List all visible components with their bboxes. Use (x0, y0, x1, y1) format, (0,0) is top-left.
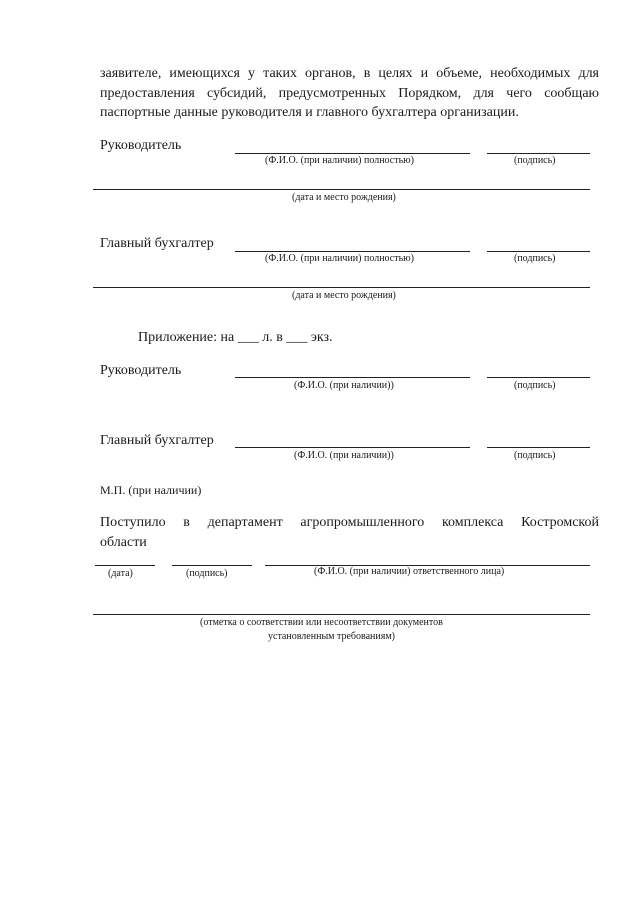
compliance-note-line[interactable] (93, 614, 590, 615)
signature-caption: (подпись) (186, 568, 228, 579)
signature-caption: (подпись) (514, 253, 556, 264)
director-signature-line[interactable] (487, 153, 590, 154)
accountant-label: Главный бухгалтер (100, 433, 214, 448)
received-signature-line[interactable] (172, 565, 252, 566)
stamp-label: М.П. (при наличии) (100, 483, 202, 497)
compliance-note-caption: установленным требованиям) (268, 631, 395, 642)
intro-line: заявителе, имеющихся у таких органов, в целях и объеме, необходимых для (100, 66, 599, 81)
accountant-fio-line[interactable] (235, 251, 470, 252)
received-line: Поступило в департамент агропромышленного комплекса Костромской (100, 515, 599, 530)
fio-full-caption: (Ф.И.О. (при наличии) полностью) (265, 155, 414, 166)
compliance-note-caption: (отметка о соответствии или несоответствии документов (200, 617, 443, 628)
signature-caption: (подпись) (514, 450, 556, 461)
director-fio-line[interactable] (235, 153, 470, 154)
intro-paragraph (100, 64, 599, 123)
accountant-signature-line[interactable] (487, 251, 590, 252)
received-date-line[interactable] (95, 565, 155, 566)
director-birth-line[interactable] (93, 189, 590, 190)
director-fio-line[interactable] (235, 377, 470, 378)
accountant-fio-line[interactable] (235, 447, 470, 448)
fio-caption: (Ф.И.О. (при наличии)) (294, 450, 394, 461)
intro-line: паспортные данные руководителя и главного бухгалтера организации. (100, 105, 519, 120)
fio-full-caption: (Ф.И.О. (при наличии) полностью) (265, 253, 414, 264)
received-paragraph (100, 513, 599, 552)
signature-caption: (подпись) (514, 380, 556, 391)
attachment-text: Приложение: на ___ л. в ___ экз. (138, 330, 333, 345)
accountant-label: Главный бухгалтер (100, 236, 214, 251)
intro-line: предоставления субсидий, предусмотренных Порядком, для чего сообщаю (100, 85, 599, 101)
director-label: Руководитель (100, 363, 182, 378)
date-caption: (дата) (108, 568, 133, 579)
accountant-birth-line[interactable] (93, 287, 590, 288)
director-signature-line[interactable] (487, 377, 590, 378)
director-label: Руководитель (100, 138, 182, 153)
responsible-caption: (Ф.И.О. (при наличии) ответственного лица) (314, 566, 505, 577)
signature-caption: (подпись) (514, 155, 556, 166)
birth-caption: (дата и место рождения) (292, 192, 396, 203)
received-line: области (100, 534, 147, 550)
fio-caption: (Ф.И.О. (при наличии)) (294, 380, 394, 391)
birth-caption: (дата и место рождения) (292, 290, 396, 301)
accountant-signature-line[interactable] (487, 447, 590, 448)
